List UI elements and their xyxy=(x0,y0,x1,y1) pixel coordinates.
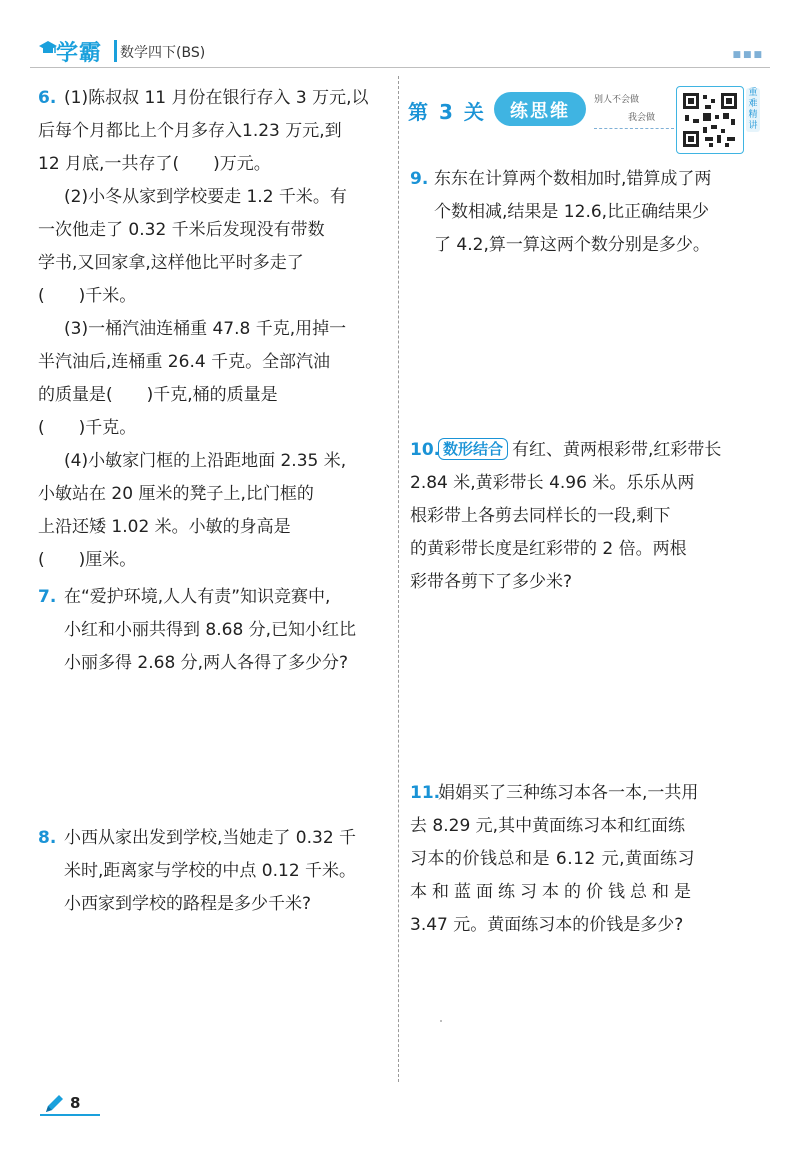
text-line: ( )千米。 xyxy=(38,286,137,306)
level-banner xyxy=(408,86,758,152)
text-line: 的质量是( )千克,桶的质量是 xyxy=(38,385,278,405)
banner-dash xyxy=(594,128,674,129)
text-line: 娟娟买了三种练习本各一本,一共用 xyxy=(438,783,699,803)
text-line: 上沿还矮 1.02 米。小敏的身高是 xyxy=(38,517,291,537)
qr-pattern xyxy=(683,93,737,147)
pencil-icon xyxy=(42,1092,66,1116)
text-line: 小西家到学校的路程是多少千米? xyxy=(64,894,312,914)
text-line: (4)小敏家门框的上沿距地面 2.35 米, xyxy=(64,451,347,471)
banner-caption: 我会做 xyxy=(628,113,656,123)
text-line: ( )厘米。 xyxy=(38,550,137,570)
question-8-body xyxy=(38,822,390,921)
banner-caption: 别人不会做 xyxy=(594,95,640,105)
text-line: 了 4.2,算一算这两个数分别是多少。 xyxy=(434,235,710,255)
question-number: 7. xyxy=(38,587,57,607)
book-title: 数学四下(BS) xyxy=(120,45,206,61)
text-line: 在“爱护环境,人人有责”知识竞赛中, xyxy=(64,587,331,607)
text-line: 2.84 米,黄彩带长 4.96 米。乐乐从两 xyxy=(410,473,695,493)
text-line: 去 8.29 元,其中黄面练习本和红面练 xyxy=(410,816,686,836)
question-number: 8. xyxy=(38,828,57,848)
question-11-body xyxy=(410,777,770,810)
level-pill-label: 练思维 xyxy=(510,101,570,122)
text-line: 东东在计算两个数相加时,错算成了两 xyxy=(434,169,712,189)
text-line: 半汽油后,连桶重 26.4 千克。全部汽油 xyxy=(38,352,331,372)
question-7-body xyxy=(38,581,390,680)
text-line xyxy=(438,434,770,467)
text-line: 小红和小丽共得到 8.68 分,已知小红比 xyxy=(64,620,357,640)
logo-text: 学霸 xyxy=(56,41,103,66)
question-6-body xyxy=(38,82,390,577)
page-header xyxy=(30,36,770,72)
question-10-continuation xyxy=(410,467,770,599)
column-divider xyxy=(398,76,399,1082)
text-line: 个数相减,结果是 12.6,比正确结果少 xyxy=(434,202,710,222)
text-line: 彩带各剪下了多少米? xyxy=(410,572,573,592)
text-line: 小敏站在 20 厘米的凳子上,比门框的 xyxy=(38,484,314,504)
text-line: 习本的价钱总和是 6.12 元,黄面练习 xyxy=(410,849,696,869)
text-line: 的黄彩带长度是红彩带的 2 倍。两根 xyxy=(410,539,687,559)
question-number: 10. xyxy=(410,440,441,460)
header-decoration: ■■■ xyxy=(732,50,764,60)
text-segment: 有红、黄两根彩带,红彩带长 xyxy=(512,440,722,460)
text-line: 米时,距离家与学校的中点 0.12 千米。 xyxy=(64,861,357,881)
text-line: 小西从家出发到学校,当她走了 0.32 千 xyxy=(64,828,357,848)
question-9-body xyxy=(410,163,765,262)
text-line: 后每个月都比上个月多存入1.23 万元,到 xyxy=(38,121,342,141)
text-line: 根彩带上各剪去同样长的一段,剩下 xyxy=(410,506,671,526)
question-11 xyxy=(410,777,770,942)
page-number: 8 xyxy=(70,1094,81,1112)
text-line: ( )千克。 xyxy=(38,418,137,438)
question-number: 6. xyxy=(38,88,57,108)
question-11-continuation xyxy=(410,810,770,942)
logo-divider xyxy=(114,40,117,62)
header-rule xyxy=(30,67,770,68)
question-6 xyxy=(38,82,390,577)
text-line: 一次他走了 0.32 千米后发现没有带数 xyxy=(38,220,325,240)
level-title: 第 3 关 xyxy=(408,100,486,124)
text-line: 小丽多得 2.68 分,两人各得了多少分? xyxy=(64,653,349,673)
question-7 xyxy=(38,581,390,680)
question-10 xyxy=(410,434,770,599)
question-number: 9. xyxy=(410,169,429,189)
topic-tag: 数形结合 xyxy=(438,438,508,460)
text-line: (3)一桶汽油连桶重 47.8 千克,用掉一 xyxy=(64,319,347,339)
text-line: (1)陈叔叔 11 月份在银行存入 3 万元,以 xyxy=(64,88,369,108)
question-number: 11. xyxy=(410,783,441,803)
level-pill xyxy=(494,92,586,126)
text-line: 3.47 元。黄面练习本的价钱是多少? xyxy=(410,915,684,935)
text-line: 12 月底,一共存了( )万元。 xyxy=(38,154,271,174)
question-8 xyxy=(38,822,390,921)
qr-label: 重难精讲 xyxy=(746,88,760,132)
text-line: 本和蓝面练习本的价钱总和是 xyxy=(410,882,696,902)
footer-rule xyxy=(40,1114,100,1116)
text-line: 学书,又回家拿,这样他比平时多走了 xyxy=(38,253,304,273)
question-10-body xyxy=(410,434,770,467)
question-9 xyxy=(410,163,765,262)
graduation-cap-icon xyxy=(38,38,58,58)
text-line: (2)小冬从家到学校要走 1.2 千米。有 xyxy=(64,187,347,207)
stray-dot xyxy=(440,1020,442,1022)
qr-code-icon[interactable] xyxy=(676,86,744,154)
